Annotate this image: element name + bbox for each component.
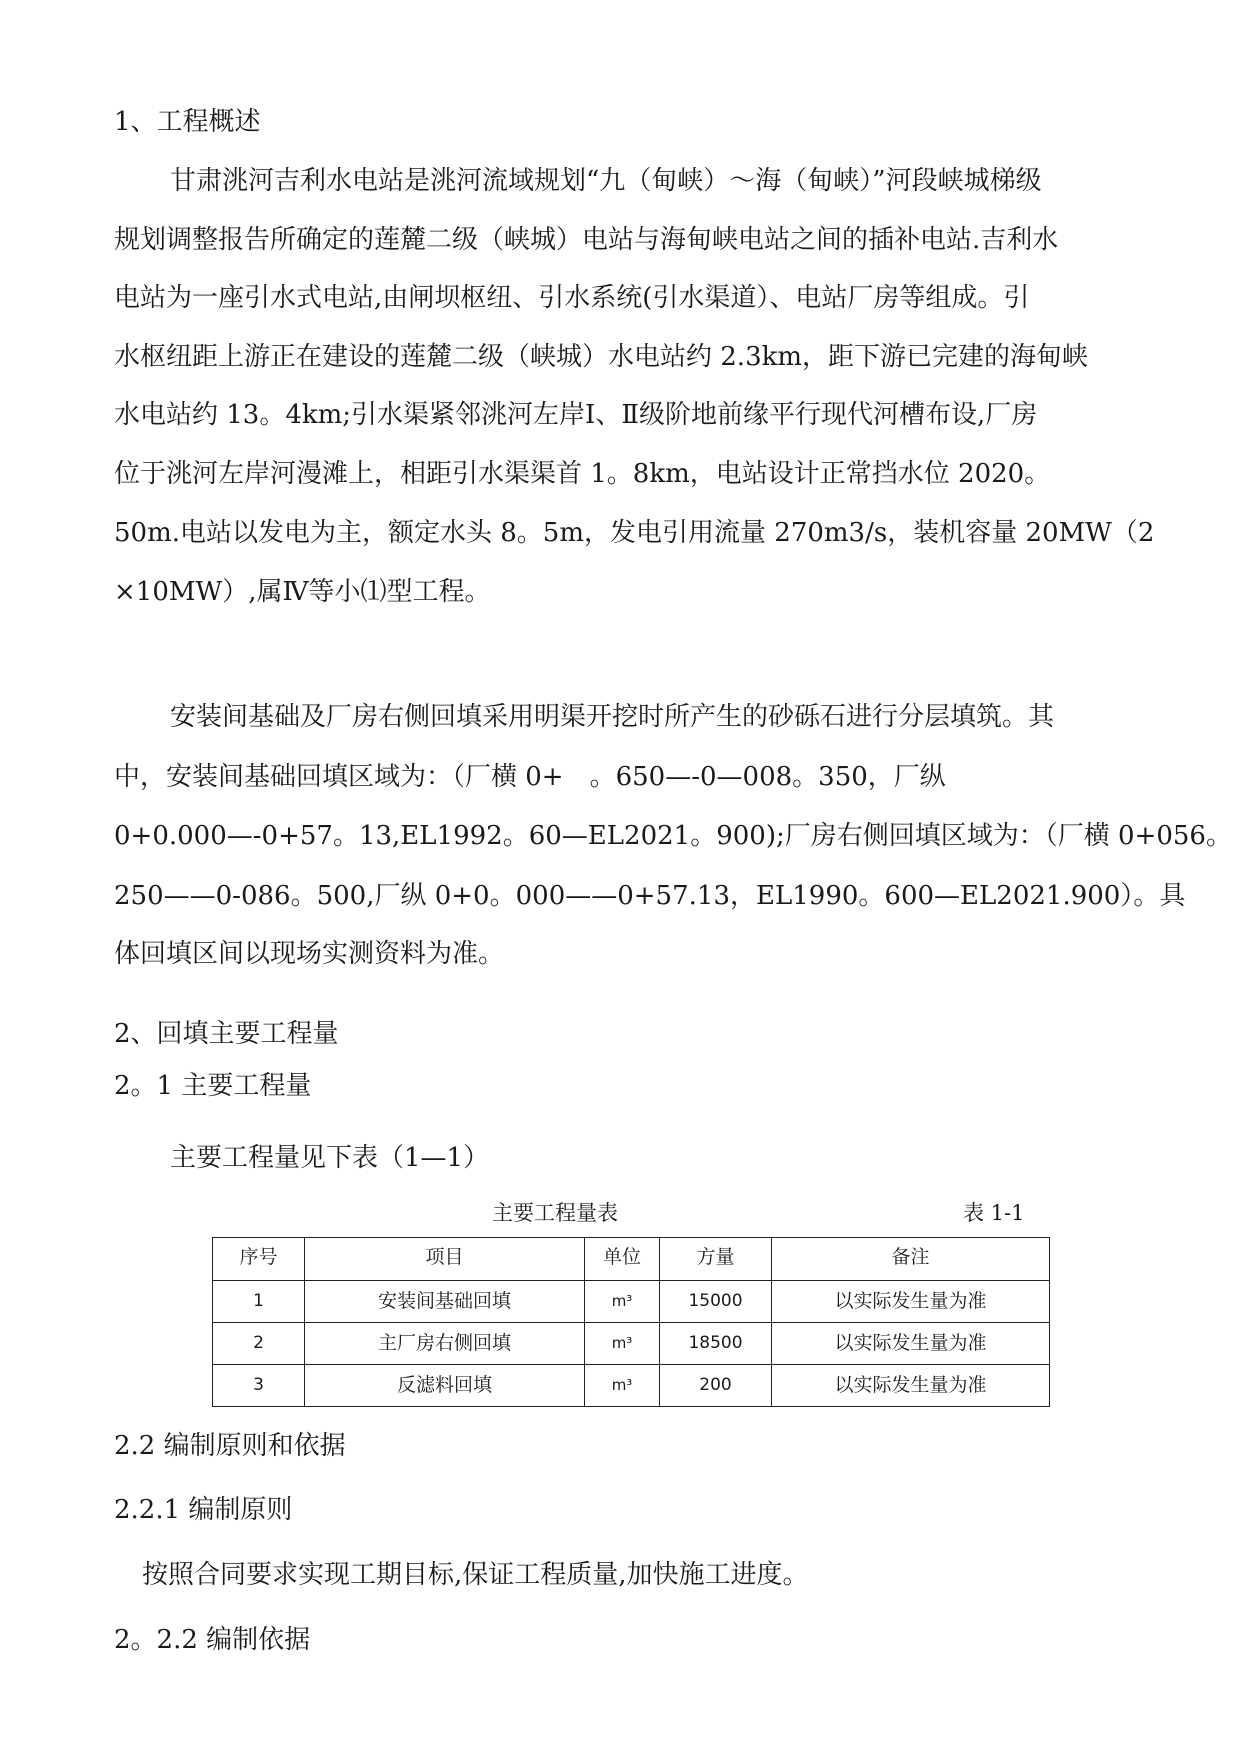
header-cell-quantity: 方量 (660, 1238, 772, 1281)
paragraph-line: ×10MW）,属Ⅳ等小⑴型工程。 (114, 577, 491, 607)
paragraph-line: 中，安装间基础回填区域为：（厂横 0+ 。650—-0—008。350，厂纵 (114, 762, 946, 792)
table-intro: 主要工程量见下表（1—1） (170, 1143, 490, 1173)
principle-text: 按照合同要求实现工期目标,保证工程质量,加快施工进度。 (142, 1560, 809, 1590)
table-header-row (213, 1238, 1050, 1281)
cell-item: 主厂房右侧回填 (305, 1323, 585, 1365)
section-1-title: 1、工程概述 (114, 107, 261, 137)
table-number: 表 1-1 (963, 1201, 1025, 1225)
section-2-2-2-title: 2。2.2 编制依据 (114, 1625, 311, 1655)
paragraph-line: 位于洮河左岸河漫滩上，相距引水渠渠首 1。8km，电站设计正常挡水位 2020。 (114, 459, 1051, 489)
cell-quantity: 15000 (660, 1281, 772, 1323)
section-2-1-title: 2。1 主要工程量 (114, 1071, 312, 1101)
cell-quantity: 200 (660, 1365, 772, 1407)
table-row (213, 1323, 1050, 1365)
paragraph-line: 0+0.000—-0+57。13,EL1992。60—EL2021。900);厂房右侧回填区域为：（厂横 0+056。 (114, 821, 1232, 851)
cell-quantity: 18500 (660, 1323, 772, 1365)
cell-unit: m³ (585, 1323, 660, 1365)
header-cell-index: 序号 (213, 1238, 305, 1281)
section-2-2-title: 2.2 编制原则和依据 (114, 1431, 346, 1461)
quantity-table (212, 1237, 1050, 1407)
paragraph-line: 甘肃洮河吉利水电站是洮河流域规划“九（甸峡）～海（甸峡）”河段峡城梯级 (170, 166, 1042, 196)
paragraph-line: 50m.电站以发电为主，额定水头 8。5m，发电引用流量 270m3/s，装机容量 20MW（2 (114, 518, 1155, 548)
header-cell-remark: 备注 (772, 1238, 1050, 1281)
cell-unit: m³ (585, 1365, 660, 1407)
paragraph-line: 水枢纽距上游正在建设的莲麓二级（峡城）水电站约 2.3km，距下游已完建的海甸峡 (114, 342, 1089, 372)
paragraph-line: 安装间基础及厂房右侧回填采用明渠开挖时所产生的砂砾石进行分层填筑。其 (170, 702, 1055, 732)
cell-remark: 以实际发生量为准 (772, 1323, 1050, 1365)
cell-item: 安装间基础回填 (305, 1281, 585, 1323)
cell-index: 2 (213, 1323, 305, 1365)
cell-unit: m³ (585, 1281, 660, 1323)
cell-remark: 以实际发生量为准 (772, 1365, 1050, 1407)
table-caption: 主要工程量表 (492, 1201, 618, 1225)
section-2-title: 2、回填主要工程量 (114, 1019, 339, 1049)
table-row (213, 1365, 1050, 1407)
paragraph-line: 规划调整报告所确定的莲麓二级（峡城）电站与海甸峡电站之间的插补电站.吉利水 (114, 225, 1059, 255)
table-row (213, 1281, 1050, 1323)
paragraph-line: 250——0-086。500,厂纵 0+0。000——0+57.13，EL1990。600—EL2021.900）。具 (114, 881, 1186, 911)
section-2-2-1-title: 2.2.1 编制原则 (114, 1495, 293, 1525)
header-cell-item: 项目 (305, 1238, 585, 1281)
cell-item: 反滤料回填 (305, 1365, 585, 1407)
paragraph-line: 电站为一座引水式电站,由闸坝枢纽、引水系统(引水渠道）、电站厂房等组成。引 (114, 283, 1030, 313)
cell-remark: 以实际发生量为准 (772, 1281, 1050, 1323)
cell-index: 1 (213, 1281, 305, 1323)
cell-index: 3 (213, 1365, 305, 1407)
paragraph-line: 体回填区间以现场实测资料为准。 (114, 939, 505, 969)
header-cell-unit: 单位 (585, 1238, 660, 1281)
paragraph-line: 水电站约 13。4km;引水渠紧邻洮河左岸Ⅰ、Ⅱ级阶地前缘平行现代河槽布设,厂房 (114, 400, 1038, 430)
